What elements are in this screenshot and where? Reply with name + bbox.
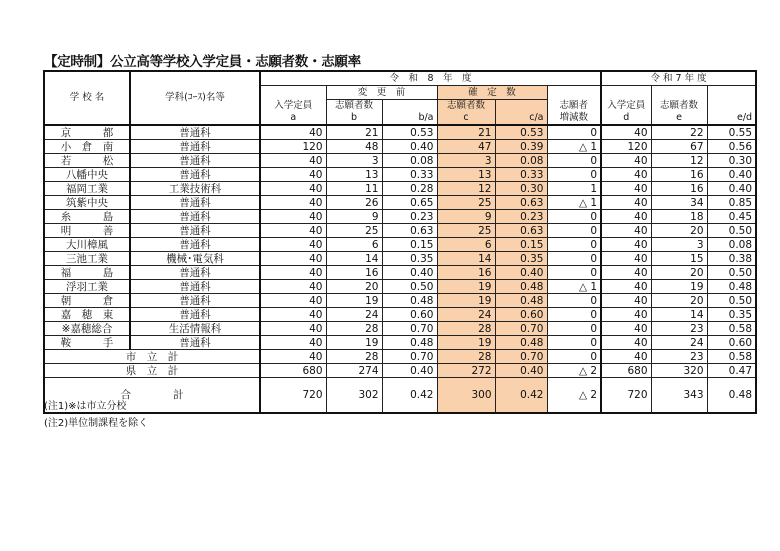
cell-ba: 0.48 — [382, 336, 437, 350]
cell-ca: 0.39 — [495, 140, 547, 154]
table-row — [44, 224, 756, 238]
cell-b: 20 — [326, 280, 382, 294]
footnotes — [44, 398, 148, 432]
cell-ed: 0.56 — [707, 140, 756, 154]
cell-c: 300 — [437, 378, 495, 414]
cell-b: 26 — [326, 196, 382, 210]
course-name: 普通科 — [130, 168, 260, 182]
cell-c: 3 — [437, 154, 495, 168]
header-applicants-e: 志願者数 e — [651, 86, 707, 126]
cell-d: 40 — [601, 210, 651, 224]
cell-e: 343 — [651, 378, 707, 414]
course-name: 機械･電気科 — [130, 252, 260, 266]
school-name: 八幡中央 — [44, 168, 130, 182]
table-row — [44, 238, 756, 252]
cell-ba: 0.65 — [382, 196, 437, 210]
header-course-name: 学科(ｺｰｽ)名等 — [130, 71, 260, 125]
summary-label: 市 立 計 — [44, 350, 260, 364]
school-name: 若 松 — [44, 154, 130, 168]
cell-ba: 0.08 — [382, 154, 437, 168]
header-applicants-b: 志願者数 b — [326, 100, 382, 126]
cell-a: 40 — [260, 308, 326, 322]
course-name: 普通科 — [130, 308, 260, 322]
cell-b: 11 — [326, 182, 382, 196]
course-name: 普通科 — [130, 238, 260, 252]
cell-diff: 0 — [547, 322, 601, 336]
cell-ca: 0.70 — [495, 350, 547, 364]
header-year7: 令 和 7 年 度 — [601, 71, 756, 86]
cell-b: 16 — [326, 266, 382, 280]
cell-b: 3 — [326, 154, 382, 168]
school-name: 小 倉 南 — [44, 140, 130, 154]
cell-ca: 0.60 — [495, 308, 547, 322]
cell-ca: 0.08 — [495, 154, 547, 168]
cell-ba: 0.28 — [382, 182, 437, 196]
cell-ed: 0.50 — [707, 266, 756, 280]
cell-b: 14 — [326, 252, 382, 266]
school-name: 鞍 手 — [44, 336, 130, 350]
table-row — [44, 266, 756, 280]
cell-c: 12 — [437, 182, 495, 196]
cell-ba: 0.63 — [382, 224, 437, 238]
cell-b: 25 — [326, 224, 382, 238]
cell-e: 320 — [651, 364, 707, 378]
cell-ed: 0.48 — [707, 280, 756, 294]
cell-e: 14 — [651, 308, 707, 322]
cell-ca: 0.63 — [495, 224, 547, 238]
cell-e: 19 — [651, 280, 707, 294]
cell-e: 20 — [651, 266, 707, 280]
cell-ed: 0.58 — [707, 322, 756, 336]
cell-b: 28 — [326, 350, 382, 364]
note-2: (注2)単位制課程を除く — [44, 418, 149, 429]
cell-ba: 0.40 — [382, 364, 437, 378]
cell-ed: 0.35 — [707, 308, 756, 322]
course-name: 普通科 — [130, 280, 260, 294]
table-row — [44, 280, 756, 294]
summary-row — [44, 364, 756, 378]
header-ratio-ed: e/d — [707, 86, 756, 126]
cell-d: 40 — [601, 280, 651, 294]
cell-c: 16 — [437, 266, 495, 280]
cell-ed: 0.48 — [707, 378, 756, 414]
cell-a: 40 — [260, 350, 326, 364]
cell-ed: 0.30 — [707, 154, 756, 168]
cell-b: 19 — [326, 336, 382, 350]
cell-c: 19 — [437, 294, 495, 308]
cell-a: 40 — [260, 252, 326, 266]
cell-d: 40 — [601, 294, 651, 308]
cell-b: 9 — [326, 210, 382, 224]
cell-ed: 0.50 — [707, 224, 756, 238]
course-name: 普通科 — [130, 210, 260, 224]
school-name: 明 善 — [44, 224, 130, 238]
cell-d: 40 — [601, 252, 651, 266]
cell-a: 680 — [260, 364, 326, 378]
course-name: 普通科 — [130, 140, 260, 154]
course-name: 普通科 — [130, 125, 260, 140]
header-school-name: 学 校 名 — [44, 71, 130, 125]
cell-e: 15 — [651, 252, 707, 266]
cell-ca: 0.48 — [495, 280, 547, 294]
table-row — [44, 322, 756, 336]
table-row — [44, 140, 756, 154]
cell-b: 21 — [326, 125, 382, 140]
cell-ba: 0.60 — [382, 308, 437, 322]
header-ratio-ba: b/a — [382, 100, 437, 126]
cell-c: 272 — [437, 364, 495, 378]
cell-a: 40 — [260, 210, 326, 224]
header-diff: 志願者 増減数 — [547, 86, 601, 126]
cell-e: 12 — [651, 154, 707, 168]
cell-ca: 0.53 — [495, 125, 547, 140]
cell-ba: 0.70 — [382, 322, 437, 336]
cell-ed: 0.55 — [707, 125, 756, 140]
cell-e: 34 — [651, 196, 707, 210]
cell-ca: 0.15 — [495, 238, 547, 252]
cell-ca: 0.48 — [495, 336, 547, 350]
cell-d: 40 — [601, 322, 651, 336]
cell-b: 24 — [326, 308, 382, 322]
cell-e: 20 — [651, 224, 707, 238]
cell-c: 19 — [437, 336, 495, 350]
cell-diff: 0 — [547, 308, 601, 322]
cell-ba: 0.33 — [382, 168, 437, 182]
cell-diff: 0 — [547, 125, 601, 140]
cell-ed: 0.50 — [707, 294, 756, 308]
cell-a: 40 — [260, 238, 326, 252]
school-name: 糸 島 — [44, 210, 130, 224]
cell-b: 302 — [326, 378, 382, 414]
cell-ca: 0.40 — [495, 364, 547, 378]
cell-c: 19 — [437, 280, 495, 294]
cell-d: 40 — [601, 308, 651, 322]
cell-ca: 0.70 — [495, 322, 547, 336]
page-title: 【定時制】公立高等学校入学定員・志願者数・志願率 — [44, 54, 361, 70]
cell-e: 24 — [651, 336, 707, 350]
cell-e: 3 — [651, 238, 707, 252]
cell-e: 23 — [651, 322, 707, 336]
cell-a: 40 — [260, 280, 326, 294]
cell-d: 40 — [601, 154, 651, 168]
header-year8: 令 和 8 年 度 — [260, 71, 601, 86]
table-row — [44, 154, 756, 168]
cell-ba: 0.50 — [382, 280, 437, 294]
cell-diff: 0 — [547, 154, 601, 168]
cell-ed: 0.60 — [707, 336, 756, 350]
cell-d: 40 — [601, 350, 651, 364]
cell-a: 40 — [260, 196, 326, 210]
header-applicants-c: 志願者数 c — [437, 100, 495, 126]
cell-b: 19 — [326, 294, 382, 308]
cell-ed: 0.85 — [707, 196, 756, 210]
school-name: ※嘉穂総合 — [44, 322, 130, 336]
cell-c: 21 — [437, 125, 495, 140]
cell-diff: 0 — [547, 224, 601, 238]
table-row — [44, 196, 756, 210]
cell-ca: 0.63 — [495, 196, 547, 210]
course-name: 普通科 — [130, 266, 260, 280]
table-row — [44, 308, 756, 322]
cell-ca: 0.40 — [495, 266, 547, 280]
school-name: 三池工業 — [44, 252, 130, 266]
cell-ca: 0.30 — [495, 182, 547, 196]
cell-d: 40 — [601, 125, 651, 140]
header-before-change: 変 更 前 — [326, 86, 437, 100]
cell-a: 40 — [260, 322, 326, 336]
cell-ba: 0.15 — [382, 238, 437, 252]
note-1: (注1)※は市立分校 — [44, 401, 127, 412]
cell-diff: △ 1 — [547, 196, 601, 210]
cell-ba: 0.35 — [382, 252, 437, 266]
cell-diff: △ 1 — [547, 280, 601, 294]
cell-e: 16 — [651, 182, 707, 196]
cell-diff: △ 1 — [547, 140, 601, 154]
cell-a: 40 — [260, 266, 326, 280]
table-row — [44, 210, 756, 224]
course-name: 普通科 — [130, 294, 260, 308]
cell-e: 20 — [651, 294, 707, 308]
summary-row — [44, 378, 756, 414]
cell-e: 18 — [651, 210, 707, 224]
cell-c: 6 — [437, 238, 495, 252]
cell-ca: 0.23 — [495, 210, 547, 224]
cell-diff: 0 — [547, 252, 601, 266]
cell-ed: 0.08 — [707, 238, 756, 252]
summary-label: 県 立 計 — [44, 364, 260, 378]
cell-diff: △ 2 — [547, 378, 601, 414]
cell-a: 120 — [260, 140, 326, 154]
cell-c: 14 — [437, 252, 495, 266]
cell-diff: 0 — [547, 266, 601, 280]
school-name: 筑紫中央 — [44, 196, 130, 210]
school-name: 福岡工業 — [44, 182, 130, 196]
cell-d: 720 — [601, 378, 651, 414]
cell-ba: 0.53 — [382, 125, 437, 140]
header-capacity-d: 入学定員 d — [601, 86, 651, 126]
cell-d: 680 — [601, 364, 651, 378]
cell-diff: 0 — [547, 350, 601, 364]
header-ratio-ca: c/a — [495, 100, 547, 126]
cell-a: 40 — [260, 125, 326, 140]
cell-a: 40 — [260, 224, 326, 238]
school-name: 朝 倉 — [44, 294, 130, 308]
cell-ba: 0.70 — [382, 350, 437, 364]
cell-ed: 0.45 — [707, 210, 756, 224]
cell-a: 40 — [260, 154, 326, 168]
cell-d: 40 — [601, 336, 651, 350]
cell-diff: 0 — [547, 238, 601, 252]
cell-ba: 0.42 — [382, 378, 437, 414]
summary-row — [44, 350, 756, 364]
cell-ed: 0.58 — [707, 350, 756, 364]
cell-e: 16 — [651, 168, 707, 182]
cell-a: 40 — [260, 294, 326, 308]
cell-b: 28 — [326, 322, 382, 336]
school-name: 嘉 穂 東 — [44, 308, 130, 322]
cell-ca: 0.35 — [495, 252, 547, 266]
table-row — [44, 336, 756, 350]
cell-diff: △ 2 — [547, 364, 601, 378]
course-name: 普通科 — [130, 154, 260, 168]
header-confirmed: 確 定 数 — [437, 86, 547, 100]
cell-b: 48 — [326, 140, 382, 154]
cell-b: 13 — [326, 168, 382, 182]
table-row — [44, 294, 756, 308]
cell-a: 720 — [260, 378, 326, 414]
cell-d: 120 — [601, 140, 651, 154]
table-row — [44, 125, 756, 140]
cell-c: 47 — [437, 140, 495, 154]
cell-a: 40 — [260, 336, 326, 350]
cell-e: 67 — [651, 140, 707, 154]
cell-ba: 0.23 — [382, 210, 437, 224]
course-name: 普通科 — [130, 196, 260, 210]
course-name: 生活情報科 — [130, 322, 260, 336]
cell-diff: 0 — [547, 294, 601, 308]
cell-a: 40 — [260, 182, 326, 196]
cell-diff: 0 — [547, 168, 601, 182]
school-name: 大川樟風 — [44, 238, 130, 252]
school-name: 福 島 — [44, 266, 130, 280]
cell-c: 9 — [437, 210, 495, 224]
table-row — [44, 252, 756, 266]
cell-c: 28 — [437, 322, 495, 336]
cell-d: 40 — [601, 168, 651, 182]
cell-ba: 0.40 — [382, 140, 437, 154]
enrollment-table — [43, 70, 757, 414]
cell-a: 40 — [260, 168, 326, 182]
school-name: 京 都 — [44, 125, 130, 140]
course-name: 普通科 — [130, 224, 260, 238]
table-row — [44, 168, 756, 182]
cell-d: 40 — [601, 238, 651, 252]
cell-ca: 0.48 — [495, 294, 547, 308]
cell-e: 23 — [651, 350, 707, 364]
cell-ed: 0.40 — [707, 182, 756, 196]
cell-ed: 0.47 — [707, 364, 756, 378]
cell-d: 40 — [601, 196, 651, 210]
cell-c: 13 — [437, 168, 495, 182]
cell-e: 22 — [651, 125, 707, 140]
cell-diff: 0 — [547, 210, 601, 224]
school-name: 浮羽工業 — [44, 280, 130, 294]
cell-ca: 0.42 — [495, 378, 547, 414]
cell-ba: 0.48 — [382, 294, 437, 308]
table-row — [44, 182, 756, 196]
cell-b: 6 — [326, 238, 382, 252]
cell-c: 25 — [437, 196, 495, 210]
cell-c: 24 — [437, 308, 495, 322]
cell-ba: 0.40 — [382, 266, 437, 280]
cell-c: 25 — [437, 224, 495, 238]
cell-b: 274 — [326, 364, 382, 378]
course-name: 工業技術科 — [130, 182, 260, 196]
cell-ed: 0.38 — [707, 252, 756, 266]
cell-d: 40 — [601, 266, 651, 280]
cell-diff: 0 — [547, 336, 601, 350]
cell-d: 40 — [601, 224, 651, 238]
summary-label: 合 計 — [44, 378, 260, 414]
course-name: 普通科 — [130, 336, 260, 350]
cell-c: 28 — [437, 350, 495, 364]
cell-ed: 0.40 — [707, 168, 756, 182]
header-capacity-a: 入学定員 a — [260, 86, 326, 126]
cell-diff: 1 — [547, 182, 601, 196]
cell-ca: 0.33 — [495, 168, 547, 182]
cell-d: 40 — [601, 182, 651, 196]
